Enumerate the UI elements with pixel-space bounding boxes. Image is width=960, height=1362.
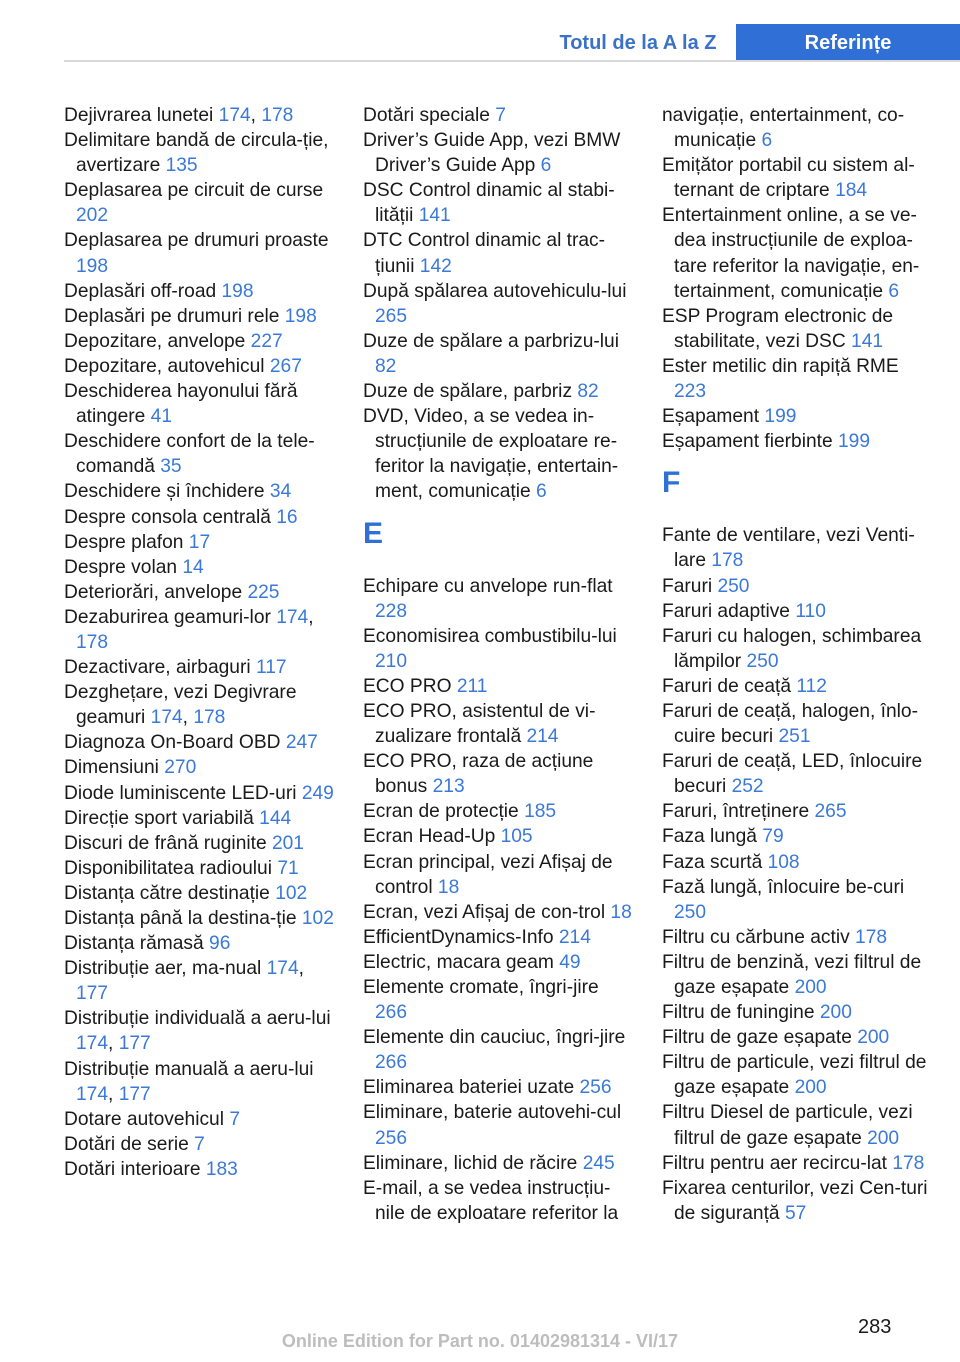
index-entry <box>363 574 635 624</box>
page-reference-link[interactable]: 57 <box>784 1202 807 1224</box>
index-entry <box>662 1151 932 1176</box>
page-reference-link[interactable]: 266 <box>375 1052 408 1074</box>
index-entry <box>64 755 336 780</box>
index-entry <box>64 505 336 530</box>
entry-term: Faruri <box>662 575 718 597</box>
page-reference-link[interactable]: 108 <box>767 851 800 873</box>
entry-term: Fază lungă, înlocuire be-curi <box>662 876 905 898</box>
entry-term: Faza scurtă <box>662 851 768 873</box>
page-ref-separator: , <box>308 606 314 628</box>
page-reference-link[interactable]: 265 <box>814 801 847 823</box>
index-entry <box>64 429 336 479</box>
index-entry <box>64 1132 336 1157</box>
entry-term: Dotări de serie <box>64 1133 195 1155</box>
entry-term: DVD, Video, a se vedea in-strucțiunile de exploatare re-feritor la navigație, entertain-ment, comunicație <box>363 406 619 503</box>
page-reference-link[interactable]: 105 <box>500 826 533 848</box>
index-entry <box>662 925 932 950</box>
page-ref-separator: , <box>108 1033 119 1055</box>
entry-term: Ester metilic din rapiță RME <box>662 355 899 377</box>
page-reference-link[interactable]: 200 <box>819 1002 852 1024</box>
page-reference-link[interactable]: 267 <box>269 355 302 377</box>
entry-term: Driver’s Guide App, vezi BMW Driver’s Guide App <box>363 130 621 177</box>
page-reference-link[interactable]: 112 <box>796 675 827 697</box>
index-entry <box>64 605 336 655</box>
entry-term: Fixarea centurilor, vezi Cen-turi de siguranță <box>662 1177 928 1224</box>
index-entry <box>64 831 336 856</box>
entry-term: Despre volan <box>64 556 183 578</box>
entry-term: Dezaburirea geamuri-lor <box>64 606 277 628</box>
index-entry <box>363 799 635 824</box>
page-reference-link[interactable]: 178 <box>711 550 744 572</box>
page-header <box>0 0 960 62</box>
page-reference-link[interactable]: 142 <box>419 255 452 277</box>
page-reference-link[interactable]: 178 <box>855 926 888 948</box>
page-reference-link[interactable]: 265 <box>375 305 408 327</box>
entry-term: Faruri adaptive <box>662 600 796 622</box>
entry-term: EfficientDynamics-Info <box>363 926 559 948</box>
page-reference-link[interactable]: 117 <box>255 657 287 679</box>
entry-term: Filtru de particule, vezi filtrul de gaze eșapate <box>662 1052 927 1099</box>
page-reference-link[interactable]: 82 <box>375 355 397 377</box>
index-column-3 <box>662 103 932 1226</box>
page-reference-link[interactable]: 178 <box>76 631 109 653</box>
index-column-2 <box>363 103 635 1226</box>
page-reference-link[interactable]: 256 <box>579 1077 612 1099</box>
page-reference-link[interactable]: 198 <box>76 255 109 277</box>
index-entry <box>363 624 635 674</box>
index-entry <box>363 1176 635 1226</box>
index-entry <box>64 128 336 178</box>
index-entry <box>64 1057 336 1107</box>
index-entry <box>64 304 336 329</box>
index-entry <box>64 479 336 504</box>
index-entry <box>64 1006 336 1056</box>
index-entry <box>662 875 932 925</box>
entry-term: Distanța până la destina-ție <box>64 908 302 929</box>
entry-term: Faza lungă <box>662 826 763 848</box>
entry-term: Dotări speciale <box>363 105 496 126</box>
page-reference-link[interactable]: 144 <box>259 807 292 829</box>
index-entry <box>64 580 336 605</box>
entry-term: Deplasări off-road <box>64 280 222 302</box>
entry-term: Deplasarea pe drumuri proaste <box>64 230 329 252</box>
page-reference-link[interactable]: 256 <box>375 1127 408 1149</box>
index-entry <box>363 975 635 1025</box>
index-entry <box>363 1100 635 1150</box>
entry-term: Distribuție aer, ma-nual <box>64 958 267 980</box>
index-entry <box>64 103 336 128</box>
page-reference-link[interactable]: 178 <box>261 105 294 126</box>
index-entry <box>662 950 932 1000</box>
entry-term: Faruri de ceață, LED, înlocuire becuri <box>662 751 923 798</box>
page-reference-link[interactable]: 6 <box>536 481 547 503</box>
page-reference-link[interactable]: 6 <box>761 130 773 152</box>
index-entry <box>363 1151 635 1176</box>
entry-term: DSC Control dinamic al stabi-lității <box>363 180 615 227</box>
index-entry <box>64 379 336 429</box>
index-entry <box>363 329 635 379</box>
entry-term: Elemente cromate, îngri-jire <box>363 977 599 998</box>
page-ref-separator: , <box>182 707 194 729</box>
index-column-1 <box>64 103 336 1182</box>
index-letter-heading: E <box>363 516 384 550</box>
index-entry <box>662 404 932 429</box>
page-reference-link[interactable]: 247 <box>285 732 318 754</box>
page-reference-link[interactable]: 266 <box>375 1002 408 1024</box>
index-entry <box>363 178 635 228</box>
entry-term: DTC Control dinamic al trac-țiunii <box>363 230 606 277</box>
index-entry <box>363 1075 635 1100</box>
page-reference-link[interactable]: 252 <box>731 776 764 798</box>
page-reference-link[interactable]: 200 <box>794 1077 827 1099</box>
entry-term: Distanța către destinație <box>64 882 276 904</box>
index-entry <box>662 429 932 454</box>
index-entry <box>363 699 635 749</box>
entry-term: Eșapament fierbinte <box>662 431 838 453</box>
index-entry <box>363 103 635 128</box>
index-entry <box>662 354 932 404</box>
entry-term: Eliminare, baterie autovehi-cul <box>363 1102 622 1124</box>
page-reference-link[interactable]: 251 <box>778 726 811 748</box>
page-reference-link[interactable]: 7 <box>495 105 506 126</box>
index-entry <box>662 749 932 799</box>
index-entry <box>662 850 932 875</box>
page-reference-link[interactable]: 110 <box>795 600 826 622</box>
entry-term: Discuri de frână ruginite <box>64 832 272 854</box>
page-reference-link[interactable]: 198 <box>284 305 317 327</box>
index-entry <box>64 555 336 580</box>
index-entry <box>363 128 635 178</box>
index-entry <box>64 279 336 304</box>
index-entry <box>363 900 635 925</box>
index-entry <box>662 574 932 599</box>
index-entry <box>64 354 336 379</box>
index-entry <box>64 228 336 278</box>
entry-term: Deschiderea hayonului fără atingere <box>64 381 298 428</box>
entry-term: Elemente din cauciuc, îngri-jire <box>363 1027 626 1049</box>
page-reference-link[interactable]: 250 <box>746 650 779 672</box>
page-reference-link[interactable]: 199 <box>838 431 871 453</box>
index-entry <box>64 956 336 1006</box>
index-entry <box>662 599 932 624</box>
page-reference-link[interactable]: 17 <box>188 531 211 553</box>
page-reference-link[interactable]: 6 <box>540 155 552 177</box>
page-ref-separator: , <box>250 105 262 126</box>
entry-term: Despre plafon <box>64 531 189 553</box>
entry-term: Faruri, întreținere <box>662 801 815 823</box>
index-entry <box>64 931 336 956</box>
page-reference-link[interactable]: 211 <box>456 675 488 697</box>
entry-term: Direcție sport variabilă <box>64 807 260 829</box>
entry-term: Dotare autovehicul <box>64 1108 230 1130</box>
index-entry <box>363 228 635 278</box>
page-reference-link[interactable]: 141 <box>851 330 884 352</box>
entry-term: Ecran Head-Up <box>363 826 501 848</box>
index-entry <box>363 850 635 900</box>
page-reference-link[interactable]: 16 <box>276 506 298 528</box>
index-entry <box>64 856 336 881</box>
index-entry <box>662 624 932 674</box>
index-letter-heading: F <box>662 466 681 500</box>
index-entry <box>64 329 336 354</box>
entry-term: Electric, macara geam <box>363 951 560 973</box>
entry-term: Economisirea combustibilu-lui <box>363 625 617 647</box>
page-reference-link[interactable]: 227 <box>250 330 283 352</box>
page-reference-link[interactable]: 178 <box>892 1152 925 1174</box>
page-reference-link[interactable]: 41 <box>150 406 173 428</box>
page-reference-link[interactable]: 225 <box>247 581 280 603</box>
index-entry <box>363 404 635 504</box>
entry-term: Depozitare, autovehicul <box>64 355 270 377</box>
entry-term: Dezactivare, airbaguri <box>64 657 256 679</box>
page-reference-link[interactable]: 250 <box>674 901 707 923</box>
page-reference-link[interactable]: 34 <box>269 481 292 503</box>
index-entry <box>64 680 336 730</box>
index-entry <box>662 699 932 749</box>
index-entry <box>662 799 932 824</box>
index-entry <box>64 1157 336 1182</box>
entry-term: E-mail, a se vedea instrucțiu-nile de exploatare referitor la <box>363 1177 619 1224</box>
page-reference-link[interactable]: 82 <box>577 381 599 403</box>
page-reference-link[interactable]: 49 <box>559 951 581 973</box>
entry-term: ECO PRO, asistentul de vi-zualizare frontală <box>363 700 596 748</box>
entry-term: Despre consola centrală <box>64 506 277 528</box>
index-entry <box>64 906 336 931</box>
page-reference-link[interactable]: 14 <box>182 556 204 578</box>
index-entry <box>363 824 635 849</box>
page-reference-link[interactable]: 228 <box>375 600 408 622</box>
entry-term: Diode luminiscente LED-uri <box>64 782 302 804</box>
page-reference-link[interactable]: 200 <box>867 1127 900 1149</box>
page-reference-link[interactable]: 6 <box>888 280 900 302</box>
index-entry <box>662 304 932 354</box>
entry-term: Depozitare, anvelope <box>64 330 251 352</box>
page-reference-link[interactable]: 185 <box>524 801 557 823</box>
page-reference-link[interactable]: 135 <box>165 155 198 177</box>
edition-footer: Online Edition for Part no. 01402981314 - VI/17 <box>281 1331 679 1351</box>
page-reference-link[interactable]: 177 <box>118 1083 151 1105</box>
entry-term: Entertainment online, a se ve-dea instrucțiunile de exploa-tare referitor la navigație, en-tertainment, comunicație <box>662 205 920 302</box>
page-reference-link[interactable]: 184 <box>835 180 868 202</box>
entry-term: Dimensiuni <box>64 757 165 779</box>
page-reference-link[interactable]: 141 <box>418 205 451 227</box>
page-reference-link[interactable]: 199 <box>764 406 797 428</box>
index-entry <box>363 749 635 799</box>
index-entry <box>64 781 336 806</box>
index-entry <box>662 103 932 153</box>
section-title: Totul de la A la Z <box>559 32 717 54</box>
index-entry <box>363 379 635 404</box>
entry-term: Eliminarea bateriei uzate <box>363 1077 580 1099</box>
page-reference-link[interactable]: 18 <box>437 876 460 898</box>
entry-term: Deschidere confort de la tele-comandă <box>64 431 315 478</box>
entry-term: Filtru cu cărbune activ <box>662 926 856 948</box>
index-entry <box>363 925 635 950</box>
entry-term: Emițător portabil cu sistem al-ternant de criptare <box>662 155 915 202</box>
entry-term: Ecran principal, vezi Afișaj de control <box>363 851 613 898</box>
page-reference-link[interactable]: 223 <box>674 381 707 403</box>
page-reference-link[interactable]: 210 <box>375 650 408 672</box>
index-entry <box>64 806 336 831</box>
index-entry <box>662 1176 932 1226</box>
entry-term: Duze de spălare a parbrizu-lui <box>363 330 619 352</box>
page-reference-link[interactable]: 183 <box>205 1158 238 1180</box>
page-reference-link[interactable]: 79 <box>762 826 784 848</box>
entry-term: Filtru de gaze eșapate <box>662 1027 858 1049</box>
entry-term: ECO PRO, raza de acțiune bonus <box>363 751 594 798</box>
page-reference-link[interactable]: 7 <box>194 1133 205 1155</box>
entry-term: Deplasarea pe circuit de curse <box>64 180 324 202</box>
entry-term: Ecran, vezi Afișaj de con-trol <box>363 901 611 923</box>
page-reference-link[interactable]: 214 <box>526 726 559 748</box>
page-reference-link[interactable]: 177 <box>118 1033 151 1055</box>
page-reference-link[interactable]: 174 <box>76 1083 109 1105</box>
page-reference-link[interactable]: 178 <box>193 707 226 729</box>
entry-term: Ecran de protecție <box>363 801 525 823</box>
page-reference-link[interactable]: 174 <box>76 1033 109 1055</box>
index-entry <box>662 153 932 203</box>
page-reference-link[interactable]: 35 <box>160 456 182 478</box>
page-reference-link[interactable]: 249 <box>301 782 334 804</box>
entry-term: Distribuție manuală a aeru-lui <box>64 1058 314 1080</box>
page-number: 283 <box>858 1316 892 1338</box>
page-reference-link[interactable]: 200 <box>794 977 827 998</box>
page-reference-link[interactable]: 96 <box>209 933 231 955</box>
page-reference-link[interactable]: 102 <box>275 882 308 904</box>
page-reference-link[interactable]: 214 <box>558 926 591 948</box>
index-entry <box>363 950 635 975</box>
page-reference-link[interactable]: 270 <box>164 757 197 779</box>
entry-term: Filtru pentru aer recircu-lat <box>662 1152 893 1174</box>
index-entry <box>662 523 932 573</box>
index-entry <box>363 279 635 329</box>
index-entry <box>662 1025 932 1050</box>
entry-term: Distribuție individuală a aeru-lui <box>64 1008 331 1030</box>
index-entry <box>363 1025 635 1075</box>
page-reference-link[interactable]: 201 <box>271 832 304 854</box>
entry-term: Filtru Diesel de particule, vezi filtrul de gaze eșapate <box>662 1102 913 1149</box>
entry-term: Eșapament <box>662 406 765 428</box>
page-reference-link[interactable]: 213 <box>432 776 465 798</box>
page-reference-link[interactable]: 71 <box>277 857 299 879</box>
page-reference-link[interactable]: 7 <box>229 1108 240 1130</box>
entry-term: ECO PRO <box>363 675 457 697</box>
entry-term: Deschidere și închidere <box>64 481 270 503</box>
index-entry <box>64 881 336 906</box>
index-entry <box>662 1000 932 1025</box>
index-entry <box>64 178 336 228</box>
page-reference-link[interactable]: 174 <box>218 105 251 126</box>
entry-term: După spălarea autovehiculu-lui <box>363 280 627 302</box>
index-entry <box>662 674 932 699</box>
header-divider <box>64 60 960 62</box>
entry-term: Deplasări pe drumuri rele <box>64 305 285 327</box>
index-entry <box>662 1100 932 1150</box>
index-entry <box>662 1050 932 1100</box>
entry-term: Echipare cu anvelope run-flat <box>363 575 613 597</box>
entry-term: Deteriorări, anvelope <box>64 581 248 603</box>
page-reference-link[interactable]: 18 <box>610 901 632 923</box>
page-ref-separator: , <box>108 1083 119 1105</box>
index-entry <box>662 203 932 303</box>
page-ref-separator: , <box>298 958 304 980</box>
entry-term: Faruri de ceață <box>662 675 797 697</box>
page-reference-link[interactable]: 102 <box>301 908 334 929</box>
entry-term: Dejivrarea lunetei <box>64 105 219 126</box>
page-reference-link[interactable]: 245 <box>582 1152 615 1174</box>
index-entry <box>64 1107 336 1132</box>
index-entry <box>64 730 336 755</box>
entry-term: navigație, entertainment, co-municație <box>662 105 905 152</box>
entry-term: ESP Program electronic de stabilitate, vezi DSC <box>662 305 894 352</box>
entry-term: Faruri de ceață, halogen, înlo-cuire becuri <box>662 700 918 748</box>
entry-term: Distanța rămasă <box>64 933 210 955</box>
entry-term: Delimitare bandă de circula-ție, avertizare <box>64 130 329 177</box>
index-entry <box>64 655 336 680</box>
entry-term: Filtru de funingine <box>662 1002 820 1024</box>
index-entry <box>363 674 635 699</box>
entry-term: Faruri cu halogen, schimbarea lămpilor <box>662 625 922 672</box>
entry-term: Filtru de benzină, vezi filtrul de gaze eșapate <box>662 951 922 998</box>
entry-term: Dotări interioare <box>64 1158 206 1180</box>
page-reference-link[interactable]: 250 <box>717 575 750 597</box>
chapter-tab[interactable]: Referințe <box>736 24 960 62</box>
entry-term: Diagnoza On-Board OBD <box>64 732 286 754</box>
entry-term: Duze de spălare, parbriz <box>363 381 578 403</box>
entry-term: Eliminare, lichid de răcire <box>363 1152 583 1174</box>
entry-term: Dezghețare, vezi Degivrare geamuri <box>64 682 297 729</box>
page-reference-link[interactable]: 174 <box>150 707 183 729</box>
page-reference-link[interactable]: 198 <box>221 280 254 302</box>
index-entry <box>64 530 336 555</box>
index-entry <box>662 824 932 849</box>
page-reference-link[interactable]: 174 <box>266 958 299 980</box>
entry-term: Fante de ventilare, vezi Venti-lare <box>662 525 915 572</box>
page-reference-link[interactable]: 174 <box>276 606 309 628</box>
page-reference-link[interactable]: 200 <box>857 1027 890 1049</box>
entry-term: Disponibilitatea radioului <box>64 857 278 879</box>
page-reference-link[interactable]: 177 <box>76 983 109 1005</box>
page-reference-link[interactable]: 202 <box>76 205 109 227</box>
